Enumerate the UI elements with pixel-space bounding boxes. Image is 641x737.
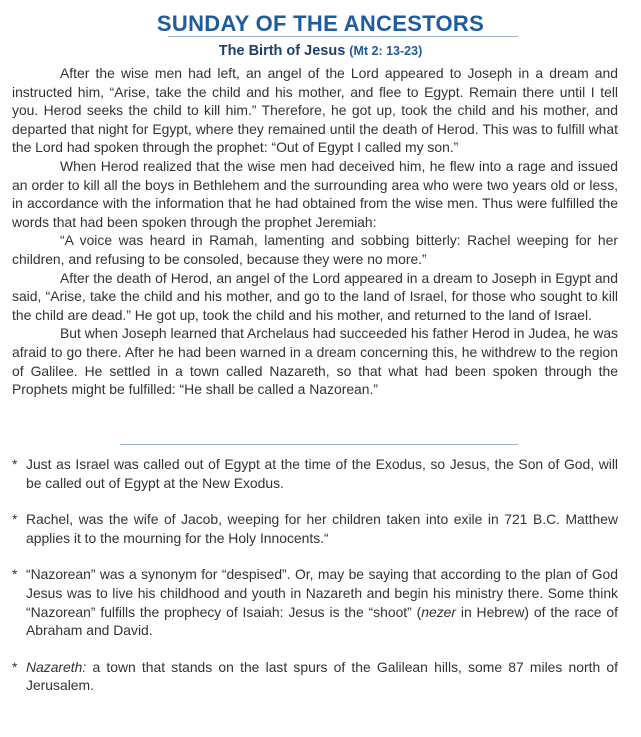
footnote-text: Just as Israel was called out of Egypt at the time of the Exodus, so Jesus, the Son of God, will be called out of Egypt at the New Exodus. — [26, 456, 618, 491]
page-subtitle — [0, 43, 641, 59]
footnote — [12, 455, 618, 492]
gospel-text — [12, 64, 618, 399]
footnote-italic-term: Nazareth: — [26, 658, 87, 675]
footnote-marker: * — [12, 456, 18, 472]
footnote-text: “Nazorean” was a synonym for “despised”. Or, may be saying that according to the plan of God Jesus was to live his childhood and youth in Nazareth and begin his ministry there. Some think “Nazorean” fulfills the prophecy of Isaiah: Jesus is the “shoot” ( — [26, 566, 618, 620]
footnote-marker: * — [12, 658, 18, 675]
scripture-reference: (Mt 2: 13-23) — [349, 44, 423, 58]
footnote-marker: * — [12, 511, 18, 528]
paragraph: But when Joseph learned that Archelaus had succeeded his father Herod in Judea, he was afraid to go there. After he had been warned in a dream concerning this, he withdrew to the region of Galilee. He settled in a town called Nazareth, so that what had been spoken through the Prophets might be fulfilled: “He shall be called a Nazorean.” — [12, 325, 618, 398]
quoted-prophecy: “A voice was heard in Ramah, lamenting and sobbing bitterly: Rachel weeping for her children, and refusing to be consoled, because they were no more.” — [12, 232, 618, 267]
paragraph: After the wise men had left, an angel of the Lord appeared to Joseph in a dream and instructed him, “Arise, take the child and his mother, and flee to Egypt. Remain there until I tell you. Herod seeks the child to kill him.” Therefore, he got up, took the child and his mother, and departed that night for Egypt, where they remained until the death of Herod. This was to fulfill what the Lord had spoken through the prophet: “Out of Egypt I called my son.” — [12, 65, 618, 156]
footnote-italic-term: nezer — [421, 603, 457, 620]
paragraph: After the death of Herod, an angel of the Lord appeared in a dream to Joseph in Egypt and said, “Arise, take the child and his mother, and go to the land of Israel, for those who sought to kill the child are dead.” He got up, took the child and his mother, and returned to the land of Israel. — [12, 269, 618, 323]
footnote — [12, 658, 618, 695]
paragraph: When Herod realized that the wise men had deceived him, he flew into a rage and issued an order to kill all the boys in Bethlehem and the surrounding area who were two years old or less, in accordance with the information that he had obtained from the wise men. Thus were fulfilled the words that had been spoken through the prophet Jeremiah: — [12, 157, 618, 230]
title-divider — [168, 36, 518, 37]
footnote — [12, 510, 618, 547]
page-title: SUNDAY OF THE ANCESTORS — [156, 11, 485, 36]
footnote — [12, 565, 618, 639]
footnote-text: Rachel, was the wife of Jacob, weeping for her children taken into exile in 721 B.C. Matthew applies it to the mourning for the Holy Innocents.“ — [26, 511, 618, 546]
section-divider — [120, 444, 518, 445]
footnotes — [12, 455, 618, 713]
footnote-text: a town that stands on the last spurs of the Galilean hills, some 87 miles north of Jerusalem. — [26, 658, 618, 694]
footnote-marker: * — [12, 566, 18, 583]
footnote-text: in Hebrew) of the race of Abraham and David. — [26, 603, 618, 639]
subtitle-text: The Birth of Jesus — [218, 43, 346, 59]
